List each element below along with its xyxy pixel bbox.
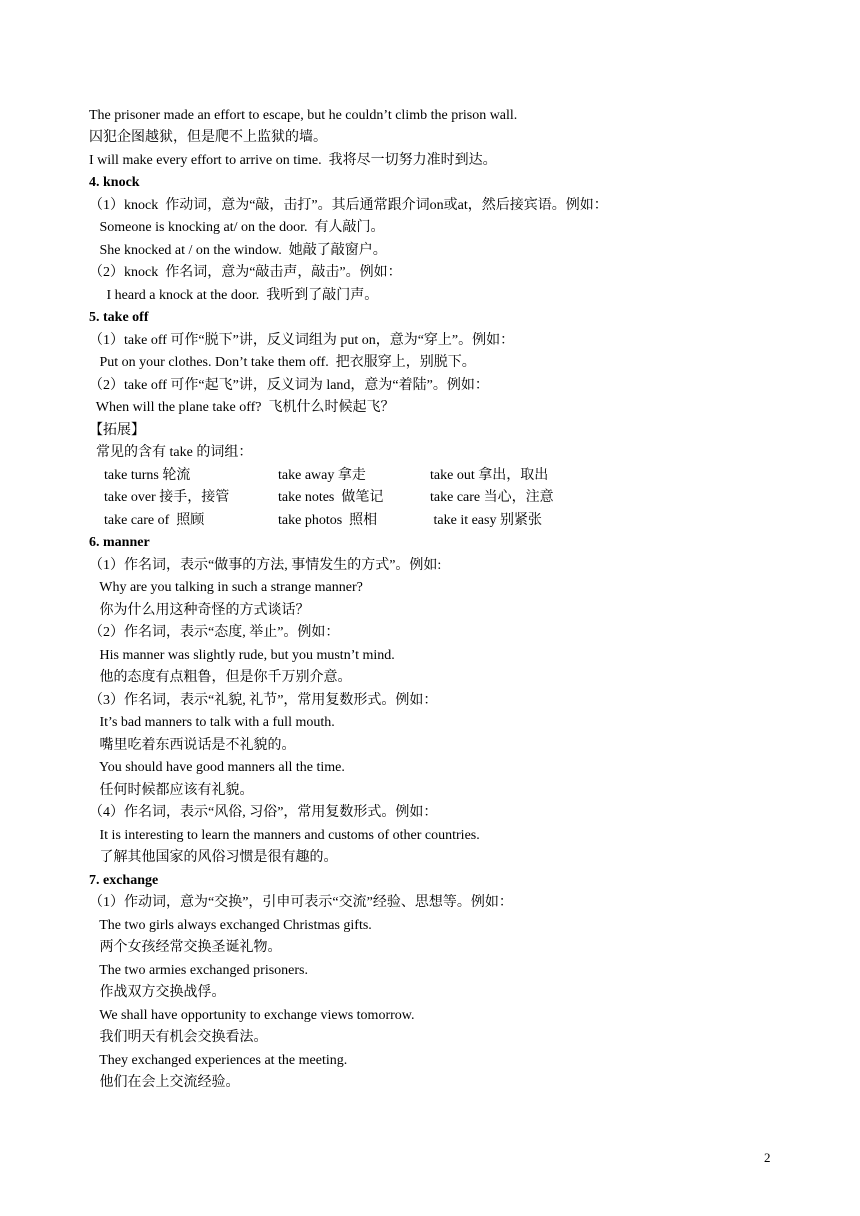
text-line: （2）作名词，表示“态度, 举止”。例如： xyxy=(89,625,340,640)
text-line: She knocked at / on the window. 她敲了敲窗户。 xyxy=(89,243,387,258)
text-line: （1）作动词，意为“交换”，引申可表示“交流”经验、思想等。例如： xyxy=(89,895,513,910)
text-line: 他的态度有点粗鲁，但是你千万别介意。 xyxy=(89,670,352,685)
text-line: I will make every effort to arrive on time. 我将尽一切努力准时到达。 xyxy=(89,153,497,168)
section-heading-take-off: 5. take off xyxy=(89,310,149,325)
text-line: （1）作名词，表示“做事的方法, 事情发生的方式”。例如: xyxy=(89,558,442,573)
text-line: （4）作名词，表示“风俗, 习俗”，常用复数形式。例如： xyxy=(89,805,438,820)
section-heading-exchange: 7. exchange xyxy=(89,873,159,888)
phrase-cell: take photos 照相 xyxy=(278,513,378,528)
text-line: 了解其他国家的风俗习惯是很有趣的。 xyxy=(89,850,338,865)
text-line: 作战双方交换战俘。 xyxy=(89,985,226,1000)
text-line: I heard a knock at the door. 我听到了敲门声。 xyxy=(89,288,379,303)
text-line: （1）take off 可作“脱下”讲，反义词组为 put on，意为“穿上”。例如： xyxy=(89,333,515,348)
phrase-cell: take care 当心，注意 xyxy=(430,490,554,505)
page-number: 2 xyxy=(764,1150,771,1165)
text-line: The two girls always exchanged Christmas gifts. xyxy=(89,918,372,933)
text-line: （3）作名词，表示“礼貌, 礼节”，常用复数形式。例如： xyxy=(89,693,438,708)
phrase-cell: take care of 照顾 xyxy=(104,513,205,528)
text-line: When will the plane take off? 飞机什么时候起飞？ xyxy=(89,400,395,415)
section-heading-manner: 6. manner xyxy=(89,535,150,550)
text-line: Someone is knocking at/ on the door. 有人敲门。 xyxy=(89,220,385,235)
text-line: The two armies exchanged prisoners. xyxy=(89,963,309,978)
text-line: 【拓展】 xyxy=(89,423,145,438)
phrase-cell: take notes 做笔记 xyxy=(278,490,384,505)
text-line: His manner was slightly rude, but you mustn’t mind. xyxy=(89,648,395,663)
text-line: 任何时候都应该有礼貌。 xyxy=(89,783,254,798)
phrase-cell: take it easy 别紧张 xyxy=(430,513,542,528)
text-line: 常见的含有 take 的词组： xyxy=(89,445,253,460)
text-line: Put on your clothes. Don’t take them off. 把衣服穿上，别脱下。 xyxy=(89,355,476,370)
text-line: It’s bad manners to talk with a full mouth. xyxy=(89,715,335,730)
text-line: 我们明天有机会交换看法。 xyxy=(89,1030,268,1045)
text-line: 两个女孩经常交换圣诞礼物。 xyxy=(89,940,282,955)
text-line: （1）knock 作动词，意为“敲，击打”。其后通常跟介词on或at，然后接宾语。例如： xyxy=(89,198,608,213)
text-line: 嘴里吃着东西说话是不礼貌的。 xyxy=(89,738,296,753)
phrase-cell: take turns 轮流 xyxy=(104,468,191,483)
text-line: We shall have opportunity to exchange views tomorrow. xyxy=(89,1008,415,1023)
text-line: The prisoner made an effort to escape, but he couldn’t climb the prison wall. xyxy=(89,108,518,123)
text-line: （2）take off 可作“起飞”讲，反义词为 land，意为“着陆”。例如： xyxy=(89,378,489,393)
text-line: Why are you talking in such a strange manner? xyxy=(89,580,363,595)
text-line: They exchanged experiences at the meeting. xyxy=(89,1053,348,1068)
text-line: 你为什么用这种奇怪的方式谈话？ xyxy=(89,603,310,618)
text-line: （2）knock 作名词，意为“敲击声，敲击”。例如： xyxy=(89,265,402,280)
text-line: It is interesting to learn the manners and customs of other countries. xyxy=(89,828,480,843)
section-heading-knock: 4. knock xyxy=(89,175,140,190)
phrase-cell: take over 接手，接管 xyxy=(104,490,230,505)
phrase-cell: take away 拿走 xyxy=(278,468,366,483)
text-line: 囚犯企图越狱，但是爬不上监狱的墙。 xyxy=(89,130,327,145)
text-line: 他们在会上交流经验。 xyxy=(89,1075,240,1090)
phrase-cell: take out 拿出，取出 xyxy=(430,468,549,483)
text-line: You should have good manners all the time. xyxy=(89,760,345,775)
